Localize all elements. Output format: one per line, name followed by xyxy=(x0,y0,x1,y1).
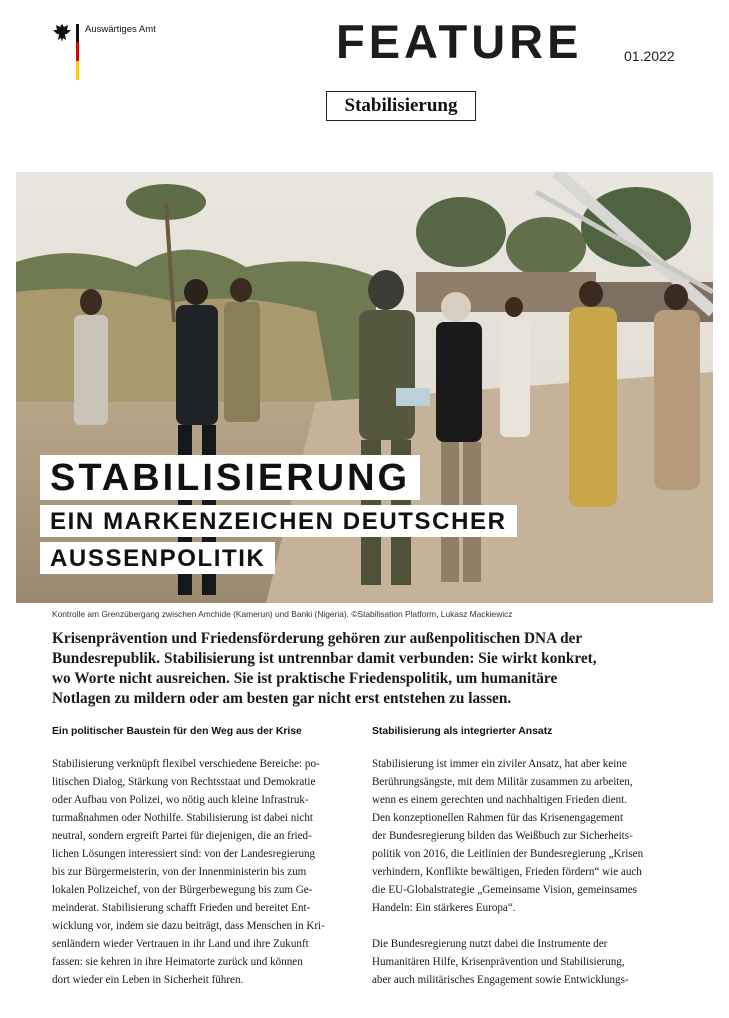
hero-subline-1: EIN MARKENZEICHEN DEUTSCHER xyxy=(40,505,517,537)
lead-line: Krisenprävention und Friedensförderung gehören zur außenpolitischen DNA der xyxy=(52,630,583,647)
left-column-text xyxy=(52,755,357,989)
publication-title: FEATURE xyxy=(336,15,583,68)
paragraph-gap xyxy=(372,917,678,935)
lead-line: wo Worte nicht ausreichen. Sie ist praktische Friedenspolitik, um humanitäre xyxy=(52,670,558,687)
text-line: Handeln: Ein stärkeres Europa“. xyxy=(372,902,516,914)
ministry-logo xyxy=(52,22,172,82)
text-line: Humanitären Hilfe, Krisenprävention und Stabilisierung, xyxy=(372,956,625,968)
topic-label: Stabilisierung xyxy=(326,91,476,121)
photo-caption: Kontrolle am Grenzübergang zwischen Amchide (Kamerun) und Banki (Nigeria). ©Stabilisation Platform, Lukasz Mackiewicz xyxy=(52,609,513,619)
lead-line: Notlagen zu mildern oder am besten gar nicht erst entstehen zu lassen. xyxy=(52,690,512,707)
hero-photo xyxy=(16,172,713,603)
text-line: dort wieder ein Leben in Sicherheit führen. xyxy=(52,974,244,986)
text-line: Die Bundesregierung nutzt dabei die Instrumente der xyxy=(372,938,608,950)
issue-number: 01.2022 xyxy=(624,48,675,64)
text-line: Den konzeptionellen Rahmen für das Krisenengagement xyxy=(372,812,624,824)
ministry-name: Auswärtiges Amt xyxy=(85,24,156,35)
text-line: Stabilisierung ist immer ein ziviler Ansatz, hat aber keine xyxy=(372,758,627,770)
text-line: neutral, sondern ergreift Partei für diejenigen, die an fried- xyxy=(52,830,312,842)
lead-line: Bundesrepublik. Stabilisierung ist untrennbar damit verbunden: Sie wirkt konkret, xyxy=(52,650,597,667)
right-column-text xyxy=(372,755,678,989)
german-flag-bar xyxy=(76,24,79,80)
hero-subline-2: AUSSENPOLITIK xyxy=(40,542,275,574)
text-line: Stabilisierung verknüpft flexibel verschiedene Bereiche: po- xyxy=(52,758,320,770)
text-line: der Bundesregierung bilden das Weißbuch zur Sicherheits- xyxy=(372,830,633,842)
text-line: aber auch militärisches Engagement sowie Entwicklungs- xyxy=(372,974,629,986)
text-line: oder Aufbau von Polizei, wo nötig auch kleine Infrastruk- xyxy=(52,794,309,806)
text-line: die EU-Globalstrategie „Gemeinsame Vision, gemeinsames xyxy=(372,884,637,896)
federal-eagle-icon xyxy=(52,22,72,44)
text-line: wicklung vor, indem sie dazu beiträgt, dass Menschen in Kri- xyxy=(52,920,325,932)
text-line: lokalen Polizeichef, von der Bürgerbewegung bis zum Ge- xyxy=(52,884,313,896)
hero-headline: STABILISIERUNG xyxy=(40,455,420,500)
text-line: lichen Lösungen interessiert sind: von der Landesregierung xyxy=(52,848,316,860)
text-line: verhindern, Konflikte bewältigen, Frieden fördern“ wie auch xyxy=(372,866,642,878)
text-line: litischen Dialog, Stärkung von Rechtsstaat und Demokratie xyxy=(52,776,316,788)
text-line: meinderat. Stabilisierung schafft Frieden und bereitet Ent- xyxy=(52,902,311,914)
text-line: Berührungsängste, mit dem Militär zusammen zu arbeiten, xyxy=(372,776,633,788)
text-line: politik von 2016, die Leitlinien der Bundesregierung „Krisen xyxy=(372,848,644,860)
text-line: turmaßnahmen oder Nothilfe. Stabilisierung ist dabei nicht xyxy=(52,812,313,824)
text-line: bis zur Bürgermeisterin, von der Innenministerin bis zum xyxy=(52,866,307,878)
left-column-heading: Ein politischer Baustein für den Weg aus der Krise xyxy=(52,726,302,737)
lead-paragraph xyxy=(52,629,708,709)
right-column-heading: Stabilisierung als integrierter Ansatz xyxy=(372,726,553,737)
text-line: fassen: sie kehren in ihre Heimatorte zurück und können xyxy=(52,956,303,968)
text-line: senländern wieder Vertrauen in ihr Land und ihre Zukunft xyxy=(52,938,309,950)
text-line: wenn es einem gerechten und nachhaltigen Frieden dient. xyxy=(372,794,628,806)
